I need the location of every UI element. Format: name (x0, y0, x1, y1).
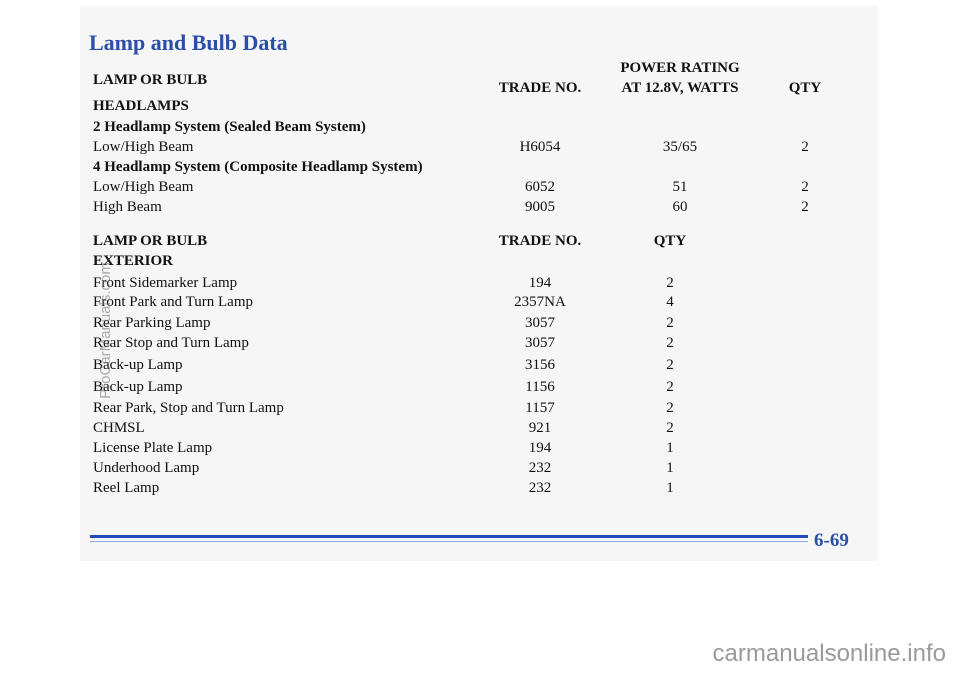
t2-header-lamp: LAMP OR BULB (93, 233, 208, 249)
table-row (0, 333, 960, 353)
row-qty: 2 (801, 199, 809, 215)
row-qty: 2 (666, 400, 674, 416)
row-trade: 921 (528, 420, 552, 436)
t1-subsection-title: 4 Headlamp System (Composite Headlamp System) (93, 159, 423, 175)
row-trade: 3057 (525, 335, 555, 351)
row-qty: 2 (801, 139, 809, 155)
row-qty: 2 (666, 357, 674, 373)
t1-subsection-title: 2 Headlamp System (Sealed Beam System) (93, 119, 366, 135)
side-watermark-text: ProCarManuals.com (96, 261, 114, 399)
row-qty: 1 (666, 460, 674, 476)
row-trade: 1157 (525, 400, 555, 416)
row-name: Rear Stop and Turn Lamp (93, 335, 249, 351)
row-name: Low/High Beam (93, 179, 194, 195)
page-number: 6-69 (814, 530, 849, 551)
table-row (0, 137, 960, 157)
table-row (0, 313, 960, 333)
row-trade: 3057 (525, 315, 555, 331)
page-title: Lamp and Bulb Data (89, 30, 288, 55)
row-name: High Beam (93, 199, 162, 215)
table-row (0, 355, 960, 375)
footer-rule-thin (90, 541, 808, 542)
row-trade: 9005 (525, 199, 555, 215)
row-power: 35/65 (662, 139, 698, 155)
row-trade: 232 (528, 460, 552, 476)
row-trade: H6054 (519, 139, 561, 155)
table-row (0, 292, 960, 312)
row-name: Back-up Lamp (93, 357, 183, 373)
footer-watermark: carmanualsonline.info (712, 640, 946, 667)
row-qty: 2 (801, 179, 809, 195)
row-power: 60 (672, 199, 688, 215)
row-trade: 2357NA (514, 294, 566, 310)
row-qty: 2 (666, 335, 674, 351)
row-qty: 2 (666, 275, 674, 291)
row-trade: 3156 (525, 357, 555, 373)
row-trade: 232 (528, 480, 552, 496)
t1-header-power-line2: AT 12.8V, WATTS (621, 80, 739, 96)
row-name: Reel Lamp (93, 480, 160, 496)
row-name: Back-up Lamp (93, 379, 183, 395)
row-trade: 6052 (525, 179, 555, 195)
t1-header-lamp: LAMP OR BULB (93, 72, 208, 88)
row-name: License Plate Lamp (93, 440, 213, 456)
row-name: Rear Park, Stop and Turn Lamp (93, 400, 284, 416)
row-qty: 1 (666, 480, 674, 496)
table-row (0, 458, 960, 478)
t1-header-power-line1: POWER RATING (620, 60, 740, 76)
t2-section-exterior: EXTERIOR (93, 253, 174, 269)
table-row (0, 398, 960, 418)
row-trade: 194 (528, 440, 552, 456)
table-row (0, 478, 960, 498)
row-qty: 1 (666, 440, 674, 456)
row-name: Front Park and Turn Lamp (93, 294, 254, 310)
t1-header-qty: QTY (788, 80, 822, 96)
footer-rule (90, 535, 808, 538)
t1-section-headlamps: HEADLAMPS (93, 98, 189, 114)
row-power: 51 (672, 179, 688, 195)
row-qty: 2 (666, 315, 674, 331)
side-watermark (92, 235, 118, 425)
table-row (0, 177, 960, 197)
row-trade: 1156 (525, 379, 555, 395)
row-name: Underhood Lamp (93, 460, 200, 476)
t2-header-qty: QTY (653, 233, 687, 249)
table-row (0, 418, 960, 438)
t1-header-trade: TRADE NO. (498, 80, 582, 96)
table-row (0, 377, 960, 397)
row-name: CHMSL (93, 420, 145, 436)
row-name: Rear Parking Lamp (93, 315, 211, 331)
table-row (0, 197, 960, 217)
table-row (0, 438, 960, 458)
t2-header-trade: TRADE NO. (498, 233, 582, 249)
row-qty: 2 (666, 420, 674, 436)
table-row (0, 273, 960, 293)
row-name: Low/High Beam (93, 139, 194, 155)
row-name: Front Sidemarker Lamp (93, 275, 238, 291)
row-qty: 4 (666, 294, 674, 310)
row-qty: 2 (666, 379, 674, 395)
row-trade: 194 (528, 275, 552, 291)
